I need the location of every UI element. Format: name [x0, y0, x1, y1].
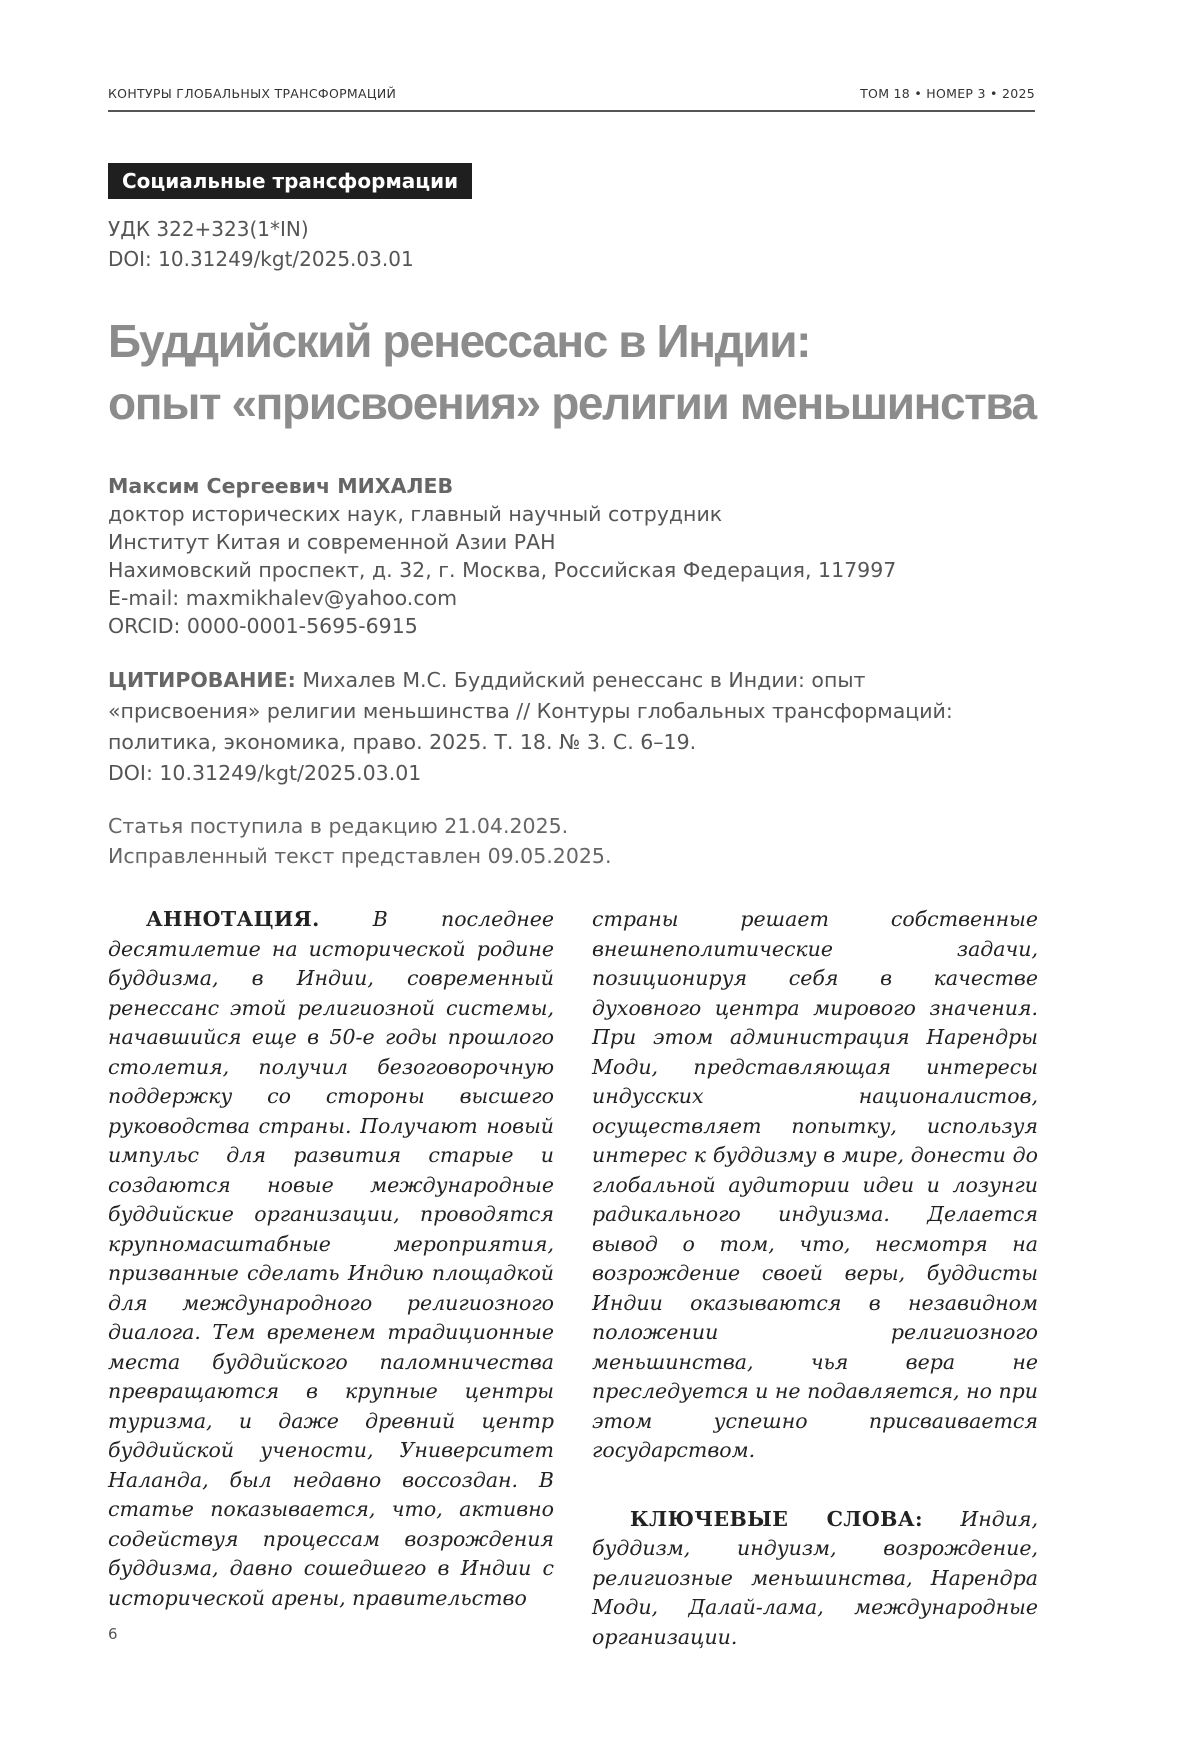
abstract-column-left — [108, 905, 554, 1613]
author-email[interactable]: E-mail: maxmikhalev@yahoo.com — [108, 586, 458, 610]
title-line-2: опыт «присвоения» религии меньшинства — [108, 377, 1036, 429]
article-identifiers — [108, 214, 414, 274]
keywords-text: Индия, буддизм, индуизм, возрождение, религиозные меньшинства, Нарендра Моди, Далай-лама, международные организации. — [592, 1506, 1038, 1649]
page-number: 6 — [108, 1625, 118, 1643]
author-address: Нахимовский проспект, д. 32, г. Москва, Российская Федерация, 117997 — [108, 558, 897, 582]
date-received: Статья поступила в редакцию 21.04.2025. — [108, 814, 569, 838]
title-line-1: Буддийский ренессанс в Индии: — [108, 315, 811, 367]
citation-text: Михалев М.С. Буддийский ренессанс в Индии: опыт «присвоения» религии меньшинства // Контуры глобальных трансформаций: политика, экономика, право. 2025. Т. 18. № 3. С. 6–19. — [108, 668, 953, 754]
date-revised: Исправленный текст представлен 09.05.2025. — [108, 844, 612, 868]
citation-doi[interactable]: DOI: 10.31249/kgt/2025.03.01 — [108, 761, 422, 785]
author-institution: Институт Китая и современной Азии РАН — [108, 530, 556, 554]
citation-label: ЦИТИРОВАНИЕ: — [108, 668, 296, 692]
submission-dates — [108, 811, 611, 871]
abstract-column-right — [592, 905, 1038, 1652]
udk: УДК 322+323(1*IN) — [108, 217, 309, 241]
article-title — [108, 310, 1068, 434]
issue-info: ТОМ 18 • НОМЕР 3 • 2025 — [860, 86, 1035, 101]
running-header — [108, 86, 1035, 112]
abstract-label: АННОТАЦИЯ. — [146, 907, 320, 931]
author-orcid[interactable]: ORCID: 0000-0001-5695-6915 — [108, 614, 418, 638]
section-banner: Социальные трансформации — [108, 163, 472, 199]
abstract-text-right: страны решает собственные внешнеполитические задачи, позиционируя себя в качестве духовного центра мирового значения. При этом администрация Нарендры Моди, представляющая интересы индусских националистов, осуществляет попытку, используя интерес к буддизму в мире, донести до глобальной аудитории идеи и лозунги радикального индуизма. Делается вывод о том, что, несмотря на возрождение своей веры, буддисты Индии оказываются в незавидном положении религиозного меньшинства, чья вера не преследуется и не подавляется, но при этом успешно присваивается государством. — [592, 907, 1038, 1462]
author-block — [108, 472, 896, 640]
citation-block — [108, 665, 1008, 789]
abstract-paragraph — [108, 905, 554, 1613]
keywords-paragraph — [592, 1505, 1038, 1653]
doi: DOI: 10.31249/kgt/2025.03.01 — [108, 247, 414, 271]
abstract-text-left: В последнее десятилетие на исторической родине буддизма, в Индии, современный ренессанс этой религиозной системы, начавшийся еще в 50-е годы прошлого столетия, получил безоговорочную поддержку со стороны высшего руководства страны. Получают новый импульс для развития старые и создаются новые международные буддийские организации, проводятся крупномасштабные мероприятия, призванные сделать Индию площадкой для международного религиозного диалога. Тем временем традиционные места буддийского паломничества превращаются в крупные центры туризма, и даже древний центр буддийской учености, Университет Наланда, был недавно воссоздан. В статье показывается, что, активно содействуя процессам возрождения буддизма, давно сошедшего в Индии с исторической арены, правительство — [108, 907, 554, 1610]
author-name: Максим Сергеевич МИХАЛЕВ — [108, 474, 454, 498]
abstract-continuation — [592, 905, 1038, 1466]
keywords-label: КЛЮЧЕВЫЕ СЛОВА: — [630, 1506, 923, 1531]
author-position: доктор исторических наук, главный научный сотрудник — [108, 502, 723, 526]
journal-title: КОНТУРЫ ГЛОБАЛЬНЫХ ТРАНСФОРМАЦИЙ — [108, 86, 397, 101]
